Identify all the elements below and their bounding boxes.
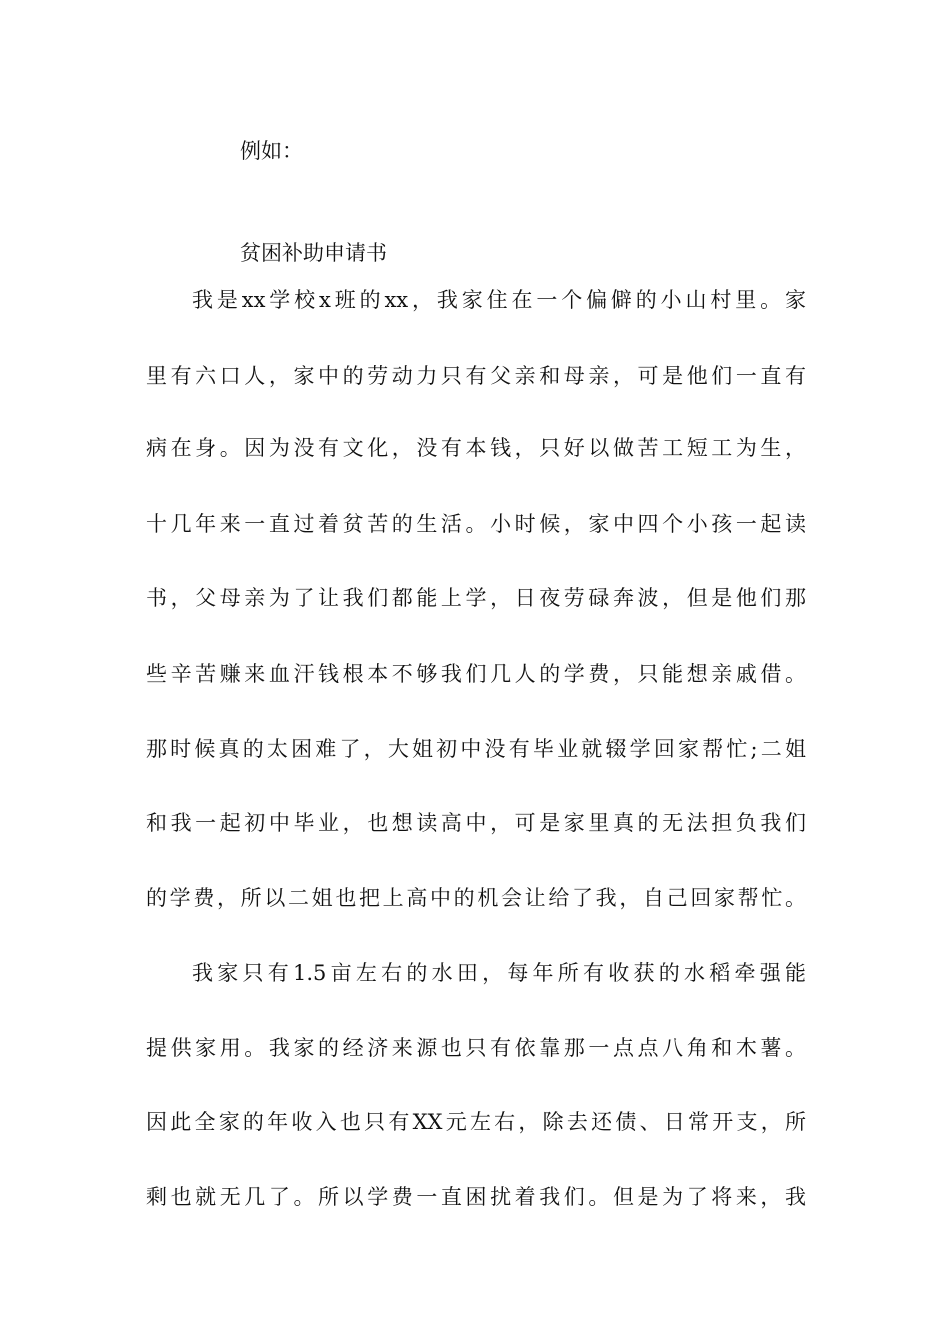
paragraph-line: 那时候真的太困难了，大姐初中没有毕业就辍学回家帮忙;二姐	[146, 737, 806, 761]
paragraph-line: 我家只有1.5亩左右的水田，每年所有收获的水稻牵强能	[192, 961, 806, 985]
paragraph-line: 和我一起初中毕业，也想读高中，可是家里真的无法担负我们	[146, 811, 806, 835]
paragraph-line: 提供家用。我家的经济来源也只有依靠那一点点八角和木薯。	[146, 1036, 806, 1060]
paragraph-line: 剩也就无几了。所以学费一直困扰着我们。但是为了将来，我	[146, 1185, 806, 1209]
paragraph-line: 里有六口人，家中的劳动力只有父亲和母亲，可是他们一直有	[146, 364, 806, 388]
paragraph-line: 因此全家的年收入也只有XX元左右，除去还债、日常开支，所	[146, 1110, 806, 1134]
paragraph-line: 些辛苦赚来血汗钱根本不够我们几人的学费，只能想亲戚借。	[146, 662, 806, 686]
document-title: 贫困补助申请书	[240, 241, 387, 265]
paragraph-line: 的学费，所以二姐也把上高中的机会让给了我，自己回家帮忙。	[146, 886, 806, 910]
paragraph-line: 十几年来一直过着贫苦的生活。小时候，家中四个小孩一起读	[146, 512, 806, 536]
example-label: 例如：	[240, 139, 303, 163]
paragraph-line: 病在身。因为没有文化，没有本钱，只好以做苦工短工为生，	[146, 436, 806, 460]
paragraph-line: 书，父母亲为了让我们都能上学，日夜劳碌奔波，但是他们那	[146, 586, 806, 610]
paragraph-line: 我是xx学校x班的xx，我家住在一个偏僻的小山村里。家	[192, 288, 806, 312]
